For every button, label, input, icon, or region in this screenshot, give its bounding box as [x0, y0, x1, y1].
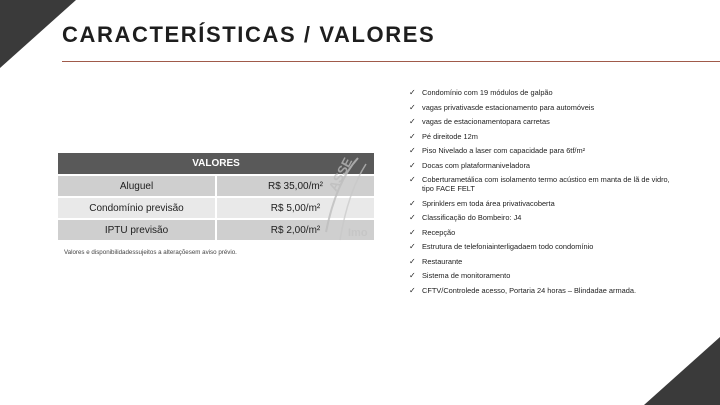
list-item	[409, 117, 679, 126]
feature-text: Piso Nivelado a laser com capacidade para 6tf/m²	[422, 146, 586, 155]
list-item	[409, 175, 679, 193]
table-row	[58, 219, 374, 240]
corner-decoration-bottom-right	[644, 337, 720, 405]
row-value: R$ 5,00/m²	[216, 197, 374, 219]
checkmark-icon: ✓	[409, 102, 416, 112]
checkmark-icon: ✓	[409, 271, 416, 280]
list-item	[409, 132, 679, 141]
checkmark-icon: ✓	[409, 227, 416, 237]
slide-title: CARACTERÍSTICAS / VALORES	[62, 22, 436, 47]
checkmark-icon: ✓	[409, 256, 416, 266]
checkmark-icon: ✓	[409, 198, 416, 208]
table-row	[58, 197, 374, 219]
feature-text: Restaurante	[422, 256, 463, 266]
row-label: Condomínio previsão	[58, 197, 216, 219]
list-item	[409, 242, 679, 251]
checkmark-icon: ✓	[409, 117, 416, 126]
values-table	[58, 153, 374, 240]
feature-text: vagas privativasde estacionamento para automóveis	[422, 102, 595, 112]
feature-text: Recepção	[422, 227, 456, 237]
list-item	[409, 161, 679, 170]
checkmark-icon: ✓	[409, 146, 416, 155]
watermark-text-top: ASSE	[325, 155, 356, 194]
list-item	[409, 146, 679, 155]
feature-text: Sistema de monitoramento	[422, 271, 511, 280]
checkmark-icon: ✓	[409, 88, 416, 97]
feature-text: Classificação do Bombeiro: J4	[422, 213, 522, 222]
list-item	[409, 286, 679, 295]
checkmark-icon: ✓	[409, 131, 416, 141]
feature-text: CFTV/Controlede acesso, Portaria 24 horas – Blindadae armada.	[422, 285, 637, 295]
list-item	[409, 271, 679, 280]
features-list	[409, 88, 679, 300]
disclaimer-note: Valores e disponibilidadessujeitos a alteraçõesem aviso prévio.	[64, 249, 237, 256]
feature-text: Sprinklers em toda área privativacoberta	[422, 198, 555, 208]
row-value: R$ 35,00/m²	[216, 175, 374, 197]
watermark-text-bottom: Imo	[348, 227, 368, 239]
table-row	[58, 175, 374, 197]
checkmark-icon: ✓	[409, 242, 416, 251]
feature-text: Estrutura de telefoniainterligadaem todo condomínio	[422, 242, 594, 251]
checkmark-icon: ✓	[409, 175, 416, 184]
list-item	[409, 213, 679, 222]
table-header-row	[58, 153, 374, 175]
checkmark-icon: ✓	[409, 285, 416, 295]
feature-text: Pé direitode 12m	[422, 131, 478, 141]
checkmark-icon: ✓	[409, 213, 416, 222]
list-item	[409, 88, 679, 97]
list-item	[409, 228, 679, 237]
checkmark-icon: ✓	[409, 160, 416, 170]
list-item	[409, 199, 679, 208]
feature-text: Coberturametálica com isolamento termo acústico em manta de lã de vidro, tipo FACE FELT	[422, 175, 670, 193]
row-label: Aluguel	[58, 175, 216, 197]
title-divider	[62, 61, 720, 62]
table-header: VALORES	[58, 153, 374, 175]
row-label: IPTU previsão	[58, 219, 216, 240]
feature-text: Condomínio com 19 módulos de galpão	[422, 88, 553, 97]
row-value: R$ 2,00/m²	[216, 219, 374, 240]
list-item	[409, 257, 679, 266]
list-item	[409, 103, 679, 112]
feature-text: vagas de estacionamentopara carretas	[422, 117, 550, 126]
feature-text: Docas com plataformaniveladora	[422, 160, 531, 170]
